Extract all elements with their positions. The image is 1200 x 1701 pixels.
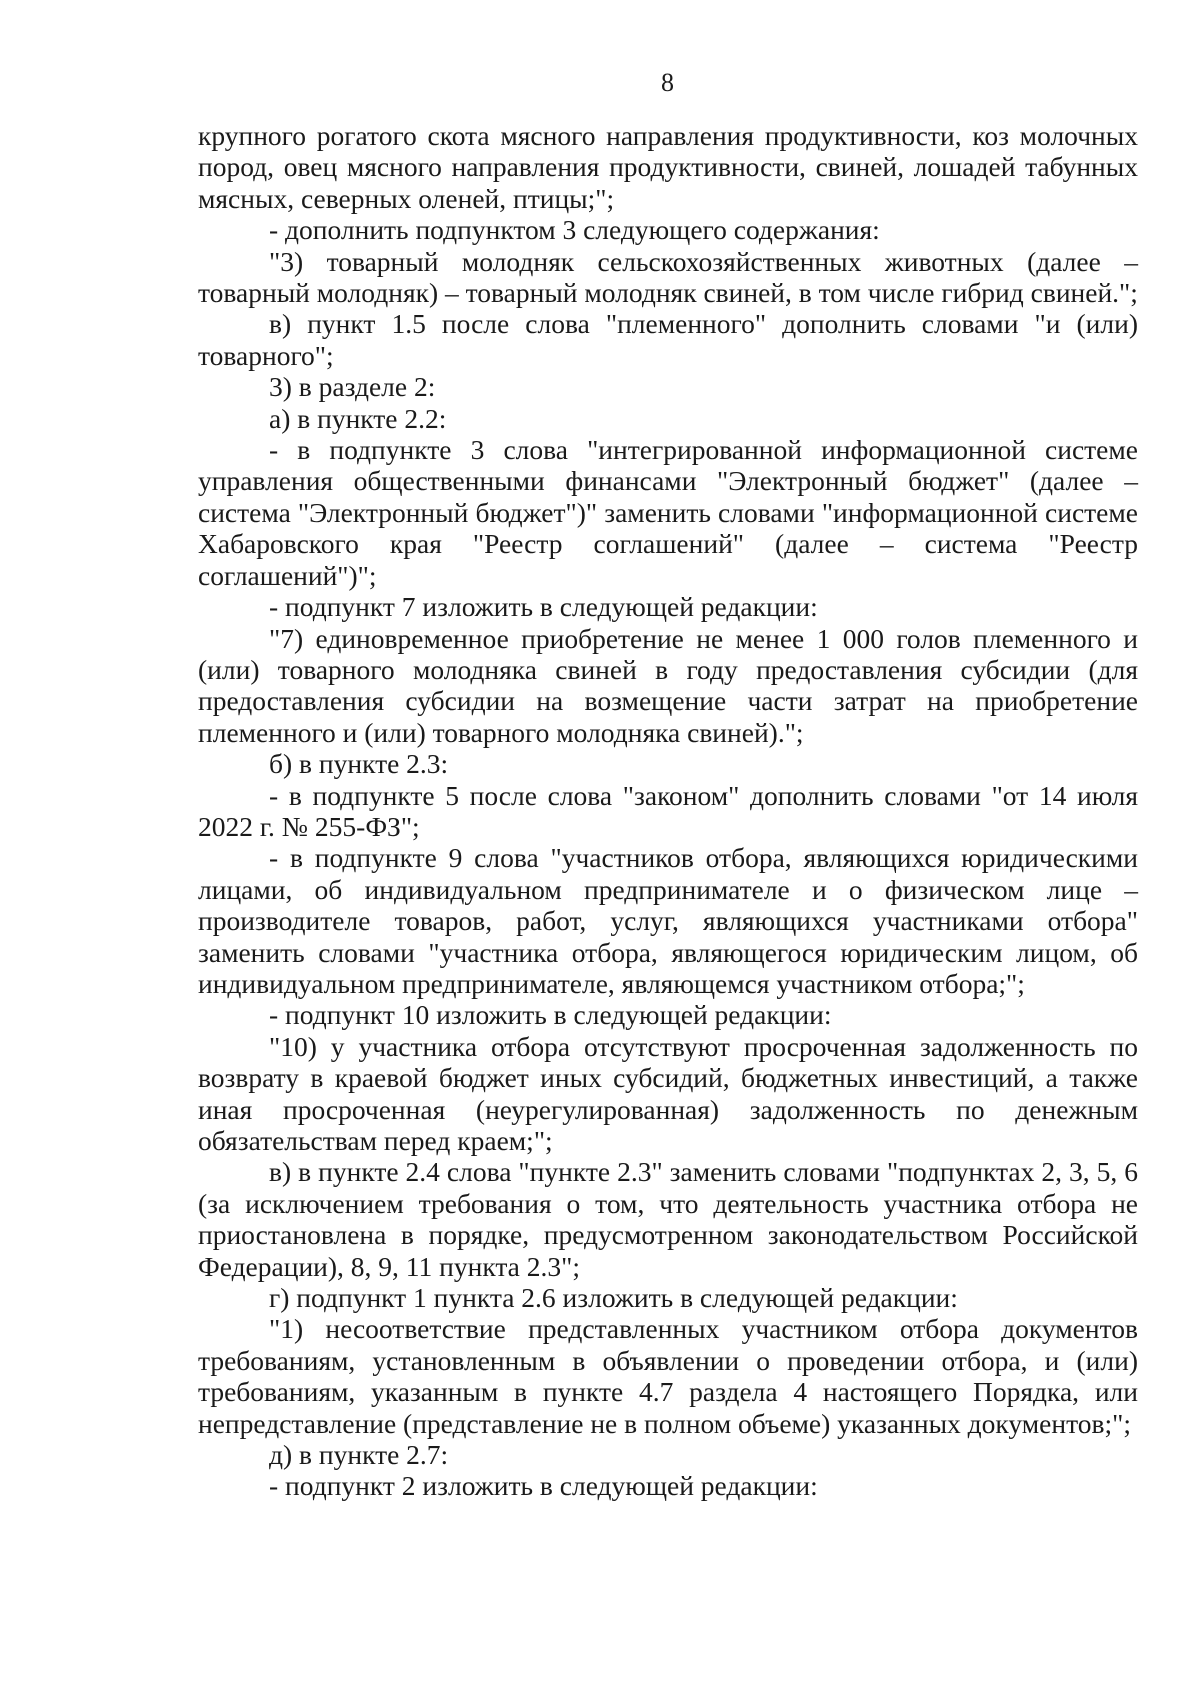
paragraph: б) в пункте 2.3: xyxy=(269,748,449,780)
paragraph: в) пункт 1.5 после слова "племенного" дополнить словами "и (или) товарного"; xyxy=(198,308,1138,371)
paragraph: - в подпункте 5 после слова "законом" дополнить словами "от 14 июля 2022 г. № 255-ФЗ"; xyxy=(198,779,1138,842)
paragraph: 3) в разделе 2: xyxy=(269,371,436,403)
paragraph: г) подпункт 1 пункта 2.6 изложить в следующей редакции: xyxy=(269,1282,958,1314)
paragraph: в) в пункте 2.4 слова "пункте 2.3" заменить словами "подпунктах 2, 3, 5, 6 (за исключением требования о том, что деятельность участника отбора не приостановлена в порядке, предусмотренном законодательством Российской Федерации), 8, 9, 11 пункта 2.3"; xyxy=(198,1156,1138,1282)
document-body xyxy=(198,120,1138,1502)
page-number: 8 xyxy=(661,68,674,97)
paragraph: - подпункт 10 изложить в следующей редакции: xyxy=(269,999,832,1031)
paragraph: "3) товарный молодняк сельскохозяйственных животных (далее – товарный молодняк) – товарный молодняк свиней, в том числе гибрид свиней."; xyxy=(198,245,1138,309)
paragraph: а) в пункте 2.2: xyxy=(269,402,447,434)
paragraph: - подпункт 7 изложить в следующей редакции: xyxy=(269,591,818,623)
paragraph: д) в пункте 2.7: xyxy=(269,1439,449,1471)
paragraph: "7) единовременное приобретение не менее 1 000 голов племенного и (или) товарного молодняка свиней в году предоставления субсидии (для предоставления субсидии на возмещение части затрат на приобретение племенного и (или) товарного молодняка свиней)."; xyxy=(198,622,1138,748)
paragraph: - подпункт 2 изложить в следующей редакции: xyxy=(269,1470,818,1502)
paragraph: "1) несоответствие представленных участником отбора документов требованиям, установленным в объявлении о проведении отбора, и (или) требованиям, указанным в пункте 4.7 раздела 4 настоящего Порядка, или непредставление (представление не в полном объеме) указанных документов;"; xyxy=(198,1313,1138,1439)
paragraph: - в подпункте 9 слова "участников отбора, являющихся юридическими лицами, об индивидуальном предпринимателе и о физическом лице – производителе товаров, работ, услуг, являющихся участниками отбора" заменить словами "участника отбора, являющегося юридическим лицом, об индивидуальном предпринимателе, являющемся участником отбора;"; xyxy=(198,842,1138,999)
paragraph: "10) у участника отбора отсутствуют просроченная задолженность по возврату в краевой бюджет иных субсидий, бюджетных инвестиций, а также иная просроченная (неурегулированная) задолженность по денежным обязательствам перед краем;"; xyxy=(198,1030,1138,1156)
paragraph: - в подпункте 3 слова "интегрированной информационной системе управления общественными финансами "Электронный бюджет" (далее – система "Электронный бюджет")" заменить словами "информационной системе Хабаровского края "Реестр соглашений" (далее – система "Реестр соглашений")"; xyxy=(198,434,1138,591)
paragraph: - дополнить подпунктом 3 следующего содержания: xyxy=(269,214,880,246)
paragraph-continuation: крупного рогатого скота мясного направления продуктивности, коз молочных пород, овец мясного направления продуктивности, свиней, лошадей табунных мясных, северных оленей, птицы;"; xyxy=(198,120,1138,214)
